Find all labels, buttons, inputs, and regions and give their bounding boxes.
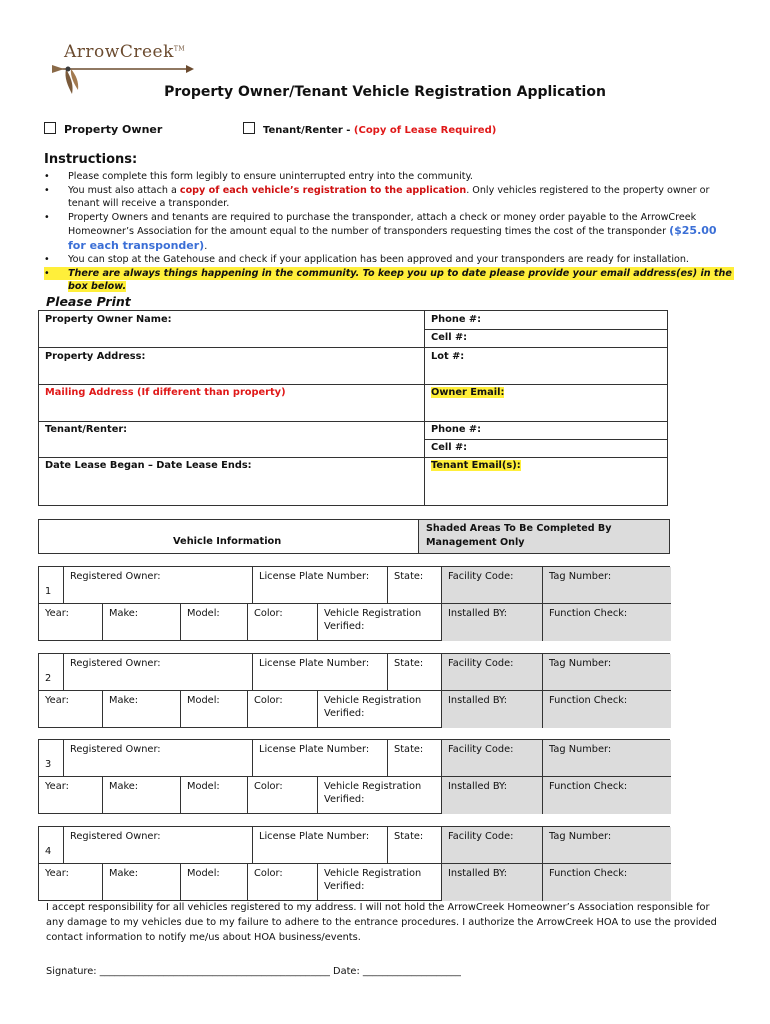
vehicle-make-field[interactable]	[103, 604, 181, 641]
vehicle-state-field[interactable]	[388, 567, 442, 604]
lot-field[interactable]: Lot #:	[431, 351, 465, 362]
vehicle-make-field[interactable]	[103, 691, 181, 728]
vehicle-field-label: Make:	[109, 781, 139, 792]
vehicle-number-cell	[39, 567, 64, 604]
vehicle-number-cell	[39, 654, 64, 691]
vehicle-field-label: Tag Number:	[549, 831, 612, 842]
vehicle-field-label: Model:	[187, 781, 220, 792]
vehicle-year-field[interactable]	[39, 691, 103, 728]
vehicle-number: 4	[45, 846, 52, 857]
vehicle-field-label: Installed BY:	[448, 608, 508, 619]
vehicle-field-label: Model:	[187, 608, 220, 619]
vehicle-field-label: License Plate Number:	[259, 658, 370, 669]
vehicle-verified-field[interactable]	[318, 604, 442, 641]
vehicle-block	[38, 653, 670, 728]
vehicle-function-field[interactable]	[543, 777, 671, 814]
vehicle-number: 1	[45, 586, 52, 597]
vehicle-block	[38, 739, 670, 814]
vehicle-field-label: Tag Number:	[549, 571, 612, 582]
vehicle-field-label: State:	[394, 744, 424, 755]
vehicle-facility-field[interactable]	[442, 567, 543, 604]
vehicle-tag-field[interactable]	[543, 567, 671, 604]
vehicle-verified-field[interactable]	[318, 864, 442, 901]
vehicle-state-field[interactable]	[388, 827, 442, 864]
instruction-item-highlight: • There are always things happening in the community. To keep you up to date please provide your email address(es) in the box below.	[44, 267, 734, 294]
signature-row[interactable]	[46, 966, 461, 977]
vehicle-registered-owner-field[interactable]	[64, 827, 253, 864]
vehicle-field-label: Vehicle Registration Verified:	[324, 781, 422, 805]
acceptance-statement: I accept responsibility for all vehicles registered to my address. I will not hold the ArrowCreek Homeowner’s Association responsible for any damage to my vehicles due to my failure to adhere to the entrance procedures. I authorize the ArrowCreek HOA to use the provided contact information to notify me/us about HOA business/events.	[46, 902, 717, 943]
vehicle-field-label: Registered Owner:	[70, 571, 161, 582]
vehicle-installed-field[interactable]	[442, 604, 543, 641]
vehicle-number-cell	[39, 740, 64, 777]
vehicle-info-header	[38, 519, 670, 554]
vehicle-license-field[interactable]	[253, 740, 388, 777]
vehicle-model-field[interactable]	[181, 691, 248, 728]
vehicle-color-field[interactable]	[248, 604, 318, 641]
vehicle-tag-field[interactable]	[543, 827, 671, 864]
vehicle-year-field[interactable]	[39, 604, 103, 641]
tenant-phone-field[interactable]: Phone #:	[431, 424, 482, 435]
vehicle-field-label: Function Check:	[549, 695, 628, 706]
vehicle-field-label: State:	[394, 571, 424, 582]
mailing-address-field[interactable]: Mailing Address (If different than property)	[45, 387, 286, 398]
tenant-cell-field[interactable]: Cell #:	[431, 442, 468, 453]
vehicle-number: 2	[45, 673, 52, 684]
vehicle-facility-field[interactable]	[442, 827, 543, 864]
vehicle-registered-owner-field[interactable]	[64, 567, 253, 604]
vehicle-function-field[interactable]	[543, 691, 671, 728]
vehicle-state-field[interactable]	[388, 740, 442, 777]
vehicle-field-label: Model:	[187, 868, 220, 879]
vehicle-field-label: Registered Owner:	[70, 744, 161, 755]
contact-info-table	[38, 310, 668, 506]
vehicle-field-label: License Plate Number:	[259, 831, 370, 842]
tenant-email-field[interactable]: Tenant Email(s):	[431, 460, 521, 471]
vehicle-year-field[interactable]	[39, 777, 103, 814]
instructions-list	[44, 170, 734, 294]
vehicle-color-field[interactable]	[248, 777, 318, 814]
vehicle-field-label: Function Check:	[549, 608, 628, 619]
vehicle-tag-field[interactable]	[543, 654, 671, 691]
instruction-item: • You can stop at the Gatehouse and check if your application has been approved and your transponders are ready for installation.	[44, 253, 734, 267]
date-line[interactable]: ____________________	[362, 966, 461, 977]
vehicle-field-label: License Plate Number:	[259, 744, 370, 755]
vehicle-field-label: Year:	[45, 608, 69, 619]
vehicle-color-field[interactable]	[248, 864, 318, 901]
vehicle-field-label: Year:	[45, 781, 69, 792]
vehicle-license-field[interactable]	[253, 654, 388, 691]
vehicle-field-label: Function Check:	[549, 868, 628, 879]
vehicle-field-label: Registered Owner:	[70, 658, 161, 669]
vehicle-field-label: Function Check:	[549, 781, 628, 792]
vehicle-installed-field[interactable]	[442, 777, 543, 814]
vehicle-field-label: Facility Code:	[448, 831, 514, 842]
date-label: Date:	[329, 966, 363, 977]
vehicle-field-label: Vehicle Registration Verified:	[324, 868, 422, 892]
vehicle-field-label: Tag Number:	[549, 658, 612, 669]
vehicle-make-field[interactable]	[103, 777, 181, 814]
owner-name-field[interactable]: Property Owner Name:	[45, 314, 172, 325]
owner-cell-field[interactable]: Cell #:	[431, 332, 468, 343]
vehicle-field-label: Make:	[109, 695, 139, 706]
signature-label: Signature:	[46, 966, 100, 977]
owner-email-field[interactable]: Owner Email:	[431, 387, 505, 398]
vehicle-installed-field[interactable]	[442, 864, 543, 901]
vehicle-registered-owner-field[interactable]	[64, 740, 253, 777]
vehicle-license-field[interactable]	[253, 567, 388, 604]
vehicle-field-label: Installed BY:	[448, 695, 508, 706]
property-address-field[interactable]: Property Address:	[45, 351, 146, 362]
vehicle-field-label: Facility Code:	[448, 744, 514, 755]
vehicle-field-label: State:	[394, 831, 424, 842]
vehicle-field-label: Make:	[109, 868, 139, 879]
vehicle-field-label: Make:	[109, 608, 139, 619]
vehicle-installed-field[interactable]	[442, 691, 543, 728]
management-only-note: Shaded Areas To Be Completed By Management Only	[426, 523, 612, 548]
page-title: Property Owner/Tenant Vehicle Registration Application	[164, 84, 606, 100]
tenant-label: Tenant/Renter -	[263, 125, 354, 136]
vehicle-field-label: Installed BY:	[448, 781, 508, 792]
vehicle-model-field[interactable]	[181, 864, 248, 901]
vehicle-number-cell	[39, 827, 64, 864]
vehicle-field-label: Vehicle Registration Verified:	[324, 695, 422, 719]
property-owner-label: Property Owner	[64, 123, 163, 136]
vehicle-field-label: Registered Owner:	[70, 831, 161, 842]
vehicle-make-field[interactable]	[103, 864, 181, 901]
vehicle-field-label: Facility Code:	[448, 571, 514, 582]
logo-wordmark: ArrowCreek™	[64, 42, 186, 62]
vehicle-verified-field[interactable]	[318, 691, 442, 728]
vehicle-field-label: Color:	[254, 781, 283, 792]
tenant-name-field[interactable]: Tenant/Renter:	[45, 424, 128, 435]
vehicle-info-title: Vehicle Information	[173, 536, 282, 547]
vehicle-tag-field[interactable]	[543, 740, 671, 777]
tenant-checkbox[interactable]	[243, 122, 255, 134]
vehicle-field-label: Year:	[45, 695, 69, 706]
vehicle-field-label: State:	[394, 658, 424, 669]
property-owner-checkbox[interactable]	[44, 122, 56, 134]
lease-required-note: (Copy of Lease Required)	[353, 125, 497, 136]
vehicle-color-field[interactable]	[248, 691, 318, 728]
vehicle-field-label: Vehicle Registration Verified:	[324, 608, 422, 632]
vehicle-facility-field[interactable]	[442, 654, 543, 691]
lease-dates-field[interactable]: Date Lease Began – Date Lease Ends:	[45, 460, 252, 471]
vehicle-field-label: Color:	[254, 695, 283, 706]
property-owner-option[interactable]	[44, 122, 162, 136]
vehicle-field-label: Facility Code:	[448, 658, 514, 669]
vehicle-function-field[interactable]	[543, 604, 671, 641]
instruction-item: • You must also attach a copy of each vehicle’s registration to the application. Only vehicles registered to the property owner or tenant will receive a transponder.	[44, 184, 734, 211]
instructions-heading: Instructions:	[44, 152, 138, 167]
vehicle-field-label: License Plate Number:	[259, 571, 370, 582]
please-print-heading: Please Print	[46, 294, 131, 309]
vehicle-state-field[interactable]	[388, 654, 442, 691]
vehicle-model-field[interactable]	[181, 604, 248, 641]
vehicle-field-label: Model:	[187, 695, 220, 706]
tenant-option[interactable]	[243, 122, 496, 136]
vehicle-field-label: Color:	[254, 868, 283, 879]
vehicle-field-label: Tag Number:	[549, 744, 612, 755]
signature-line[interactable]: _______________________________________________	[99, 966, 330, 977]
vehicle-field-label: Installed BY:	[448, 868, 508, 879]
vehicle-field-label: Year:	[45, 868, 69, 879]
vehicle-block	[38, 826, 670, 901]
vehicle-number: 3	[45, 759, 52, 770]
vehicle-license-field[interactable]	[253, 827, 388, 864]
instruction-item: • Please complete this form legibly to ensure uninterrupted entry into the community.	[44, 170, 734, 184]
vehicle-year-field[interactable]	[39, 864, 103, 901]
vehicle-verified-field[interactable]	[318, 777, 442, 814]
owner-phone-field[interactable]: Phone #:	[431, 314, 482, 325]
vehicle-registered-owner-field[interactable]	[64, 654, 253, 691]
vehicle-function-field[interactable]	[543, 864, 671, 901]
vehicle-model-field[interactable]	[181, 777, 248, 814]
instruction-item: • Property Owners and tenants are required to purchase the transponder, attach a check or money order payable to the ArrowCreek Homeowner’s Association for the amount equal to the number of transponders requesting times the cost of the transponder ($25.00 for each transponder).	[44, 211, 734, 253]
vehicle-block	[38, 566, 670, 641]
vehicle-field-label: Color:	[254, 608, 283, 619]
vehicle-facility-field[interactable]	[442, 740, 543, 777]
